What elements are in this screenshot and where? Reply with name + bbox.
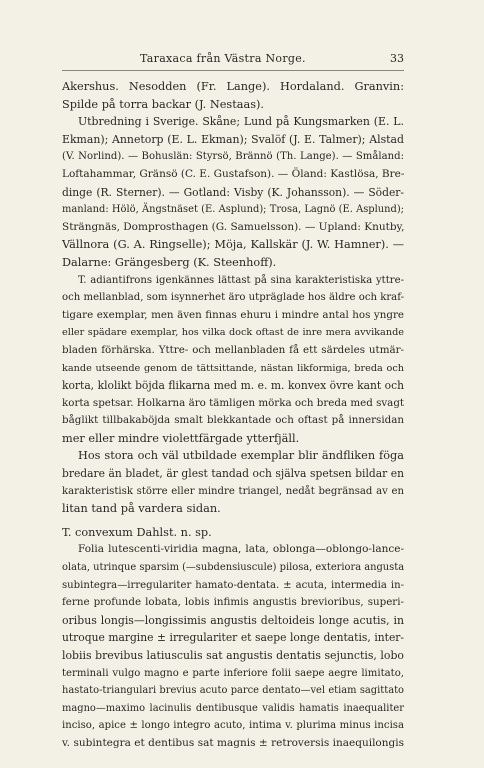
- text-line: karakteristisk större eller mindre triangel, nedåt begränsad av en: [62, 485, 404, 497]
- text-line: Utbredning i Sverige. Skåne; Lund på Kungsmarken (E. L.: [78, 115, 404, 129]
- text-line: terminali vulgo magno e parte inferiore folii saepe aegre limitato,: [62, 667, 404, 679]
- text-line: inciso, apice ± longo integro acuto, intima v. plurima minus incisa: [62, 720, 404, 732]
- text-line: eller spädare exemplar, hos vilka dock oftast de inre mera avvikande: [62, 327, 404, 339]
- text-line: bredare än bladet, är glest tandad och själva spetsen bildar en: [62, 467, 404, 481]
- text-line: dinge (R. Sterner). — Gotland: Visby (K. Johansson). — Söder-: [62, 185, 404, 199]
- text-line: mer eller mindre violettfärgade ytterfjäll.: [62, 431, 300, 445]
- text-line: Akershus. Nesodden (Fr. Lange). Hordaland. Granvin:: [62, 80, 404, 93]
- text-line: litan tand på vardera sidan.: [62, 502, 221, 516]
- text-line: Vällnora (G. A. Ringselle); Möja, Kallskär (J. W. Hamner). —: [62, 238, 404, 252]
- text-line: båglikt tillbakaböjda smalt blekkantade och oftast på innersidan: [62, 414, 404, 427]
- text-line: korta spetsar. Holkarna äro tämligen mörka och breda med svagt: [62, 396, 405, 409]
- text-line: korta, klolikt böjda flikarna med m. e. m. konvex övre kant och: [62, 379, 404, 393]
- page-number: 33: [390, 52, 404, 65]
- text-line: subintegra—irregulariter hamato-dentata. ± acuta, intermedia in-: [62, 579, 404, 591]
- text-line: utroque margine ± irregulariter et saepe longe dentatis, inter-: [62, 631, 404, 645]
- text-line: och mellanblad, som isynnerhet äro utpräglade hos äldre och kraf-: [62, 292, 404, 304]
- text-line: Spilde på torra backar (J. Nestaas).: [62, 97, 265, 111]
- text-line: (V. Norlind). — Bohuslän: Styrsö, Brännö (Th. Lange). — Småland:: [62, 151, 404, 163]
- text-line: ferne profunde lobata, lobis infimis angustis brevioribus, superi-: [62, 596, 404, 609]
- running-header: [62, 52, 404, 68]
- text-line: hastato-triangulari brevius acuto parce dentato—vel etiam sagittato: [62, 685, 404, 697]
- text-line: olata, utrinque sparsim (—subdensiuscule) pilosa, exteriora angusta: [62, 562, 405, 574]
- body-text: [62, 78, 404, 753]
- text-line: oribus longis—longissimis angustis deltoideis longe acutis, in: [62, 613, 404, 627]
- text-line: tigare exemplar, men även finnas ehuru i mindre antal hos yngre: [62, 308, 404, 321]
- text-line: bladen förhärska. Yttre- och mellanbladen få ett särdeles utmär-: [62, 343, 404, 356]
- text-line: v. subintegra et dentibus sat magnis ± retroversis inaequilongis: [62, 736, 404, 749]
- text-line: Ekman); Annetorp (E. L. Ekman); Svalöf (J. E. Talmer); Alstad: [62, 132, 404, 146]
- header-rule: [62, 70, 404, 71]
- species-heading: T. convexum Dahlst. n. sp.: [62, 525, 212, 539]
- text-line: kande utseende genom de tättsittande, nästan likformiga, breda och: [62, 362, 404, 374]
- text-line: T. adiantifrons igenkännes lättast på sina karakteristiska yttre-: [78, 274, 404, 286]
- text-line: magno—maximo lacinulis dentibusque validis hamatis inaequaliter: [62, 702, 404, 714]
- text-line: lobiis brevibus latiusculis sat angustis dentatis sejunctis, lobo: [62, 649, 404, 662]
- text-line: Strängnäs, Domprosthagen (G. Samuelsson). — Upland: Knutby,: [62, 220, 405, 233]
- text-line: manland: Hölö, Ängstnäset (E. Asplund); Trosa, Lagnö (E. Asplund);: [62, 204, 404, 216]
- text-line: Hos stora och väl utbildade exemplar blir ändfliken föga: [78, 449, 404, 463]
- text-line: Folia lutescenti-viridia magna, lata, oblonga—oblongo-lance-: [78, 543, 404, 556]
- text-line: Dalarne: Grängesberg (K. Steenhoff).: [62, 255, 277, 269]
- running-title: Taraxaca från Västra Norge.: [140, 52, 306, 65]
- text-line: Loftahammar, Gränsö (C. E. Gustafson). — Öland: Kastlösa, Bre-: [62, 167, 405, 180]
